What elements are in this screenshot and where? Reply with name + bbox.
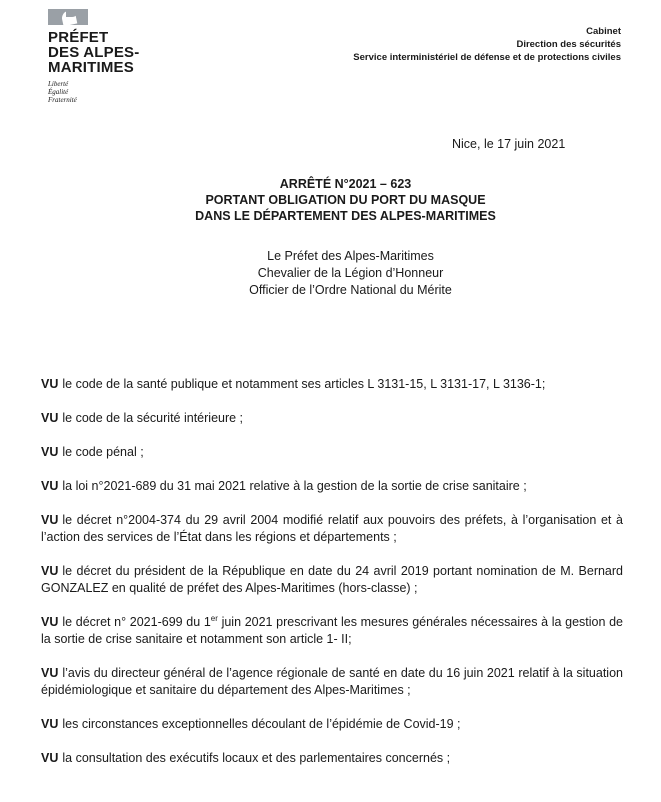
visa-text: la consultation des exécutifs locaux et des parlementaires concernés ; [62, 751, 451, 765]
vu-label: VU [41, 564, 59, 578]
prefet-title-line: Officier de l’Ordre National du Mérite [249, 283, 452, 297]
visas-list [41, 376, 623, 784]
service-header [353, 25, 621, 64]
visa-paragraph [41, 512, 623, 546]
vu-label: VU [41, 751, 59, 765]
republic-motto [48, 80, 158, 104]
visa-text-start: le décret n° 2021-699 du 1 [62, 615, 211, 629]
decree-title [0, 176, 661, 224]
motto-line: Égalité [48, 88, 69, 96]
document-date: Nice, le 17 juin 2021 [452, 137, 566, 151]
vu-label: VU [41, 513, 59, 527]
ordinal-superscript: er [210, 613, 218, 623]
logo-title-line: PRÉFET [48, 29, 109, 46]
decree-title-line: ARRÊTÉ N°2021 – 623 [279, 177, 412, 191]
logo-title [48, 30, 158, 75]
logo-title-line: MARITIMES [48, 59, 134, 76]
vu-label: VU [41, 615, 59, 629]
visa-paragraph [41, 376, 623, 393]
decree-title-line: PORTANT OBLIGATION DU PORT DU MASQUE [205, 193, 486, 207]
visa-text: les circonstances exceptionnelles découlant de l’épidémie de Covid-19 ; [62, 717, 461, 731]
service-line: Cabinet [586, 26, 621, 37]
vu-label: VU [41, 445, 59, 459]
visa-text: le décret du président de la République en date du 24 avril 2019 portant nomination de M. Bernard GONZALEZ en qualité de préfet des Alpes-Maritimes (hors-classe) ; [41, 564, 623, 595]
visa-text: le code de la sécurité intérieure ; [62, 411, 244, 425]
vu-label: VU [41, 717, 59, 731]
visa-text: le décret n°2004-374 du 29 avril 2004 modifié relatif aux pouvoirs des préfets, à l’organisation et à l’action des services de l’État dans les régions et départements ; [41, 513, 623, 544]
visa-paragraph [41, 614, 623, 648]
marianne-flag-icon [48, 9, 88, 25]
motto-line: Liberté [48, 80, 69, 88]
prefecture-logo [48, 9, 158, 104]
logo-title-line: DES ALPES- [48, 44, 140, 61]
visa-paragraph [41, 716, 623, 733]
prefet-title-line: Le Préfet des Alpes-Maritimes [267, 249, 434, 263]
visa-paragraph [41, 410, 623, 427]
motto-line: Fraternité [48, 96, 77, 104]
visa-paragraph [41, 563, 623, 597]
vu-label: VU [41, 411, 59, 425]
prefet-titles [0, 248, 661, 299]
service-line: Direction des sécurités [516, 39, 621, 50]
vu-label: VU [41, 666, 59, 680]
visa-text-end: juin 2021 prescrivant les mesures générales nécessaires à la gestion de la sortie de crise sanitaire et notamment son article 1- II; [41, 615, 623, 646]
visa-paragraph [41, 665, 623, 699]
visa-text: le code pénal ; [62, 445, 144, 459]
vu-label: VU [41, 479, 59, 493]
visa-text: le code de la santé publique et notamment ses articles L 3131-15, L 3131-17, L 3136-1; [62, 377, 546, 391]
decree-title-line: DANS LE DÉPARTEMENT DES ALPES-MARITIMES [195, 209, 496, 223]
prefet-title-line: Chevalier de la Légion d’Honneur [257, 266, 444, 280]
visa-text: la loi n°2021-689 du 31 mai 2021 relative à la gestion de la sortie de crise sanitaire ; [62, 479, 527, 493]
vu-label: VU [41, 377, 59, 391]
visa-text: l’avis du directeur général de l’agence régionale de santé en date du 16 juin 2021 relatif à la situation épidémiologique et sanitaire du département des Alpes-Maritimes ; [41, 666, 623, 697]
service-line: Service interministériel de défense et de protections civiles [353, 52, 621, 63]
visa-paragraph [41, 478, 623, 495]
visa-paragraph [41, 444, 623, 461]
visa-paragraph [41, 750, 623, 767]
